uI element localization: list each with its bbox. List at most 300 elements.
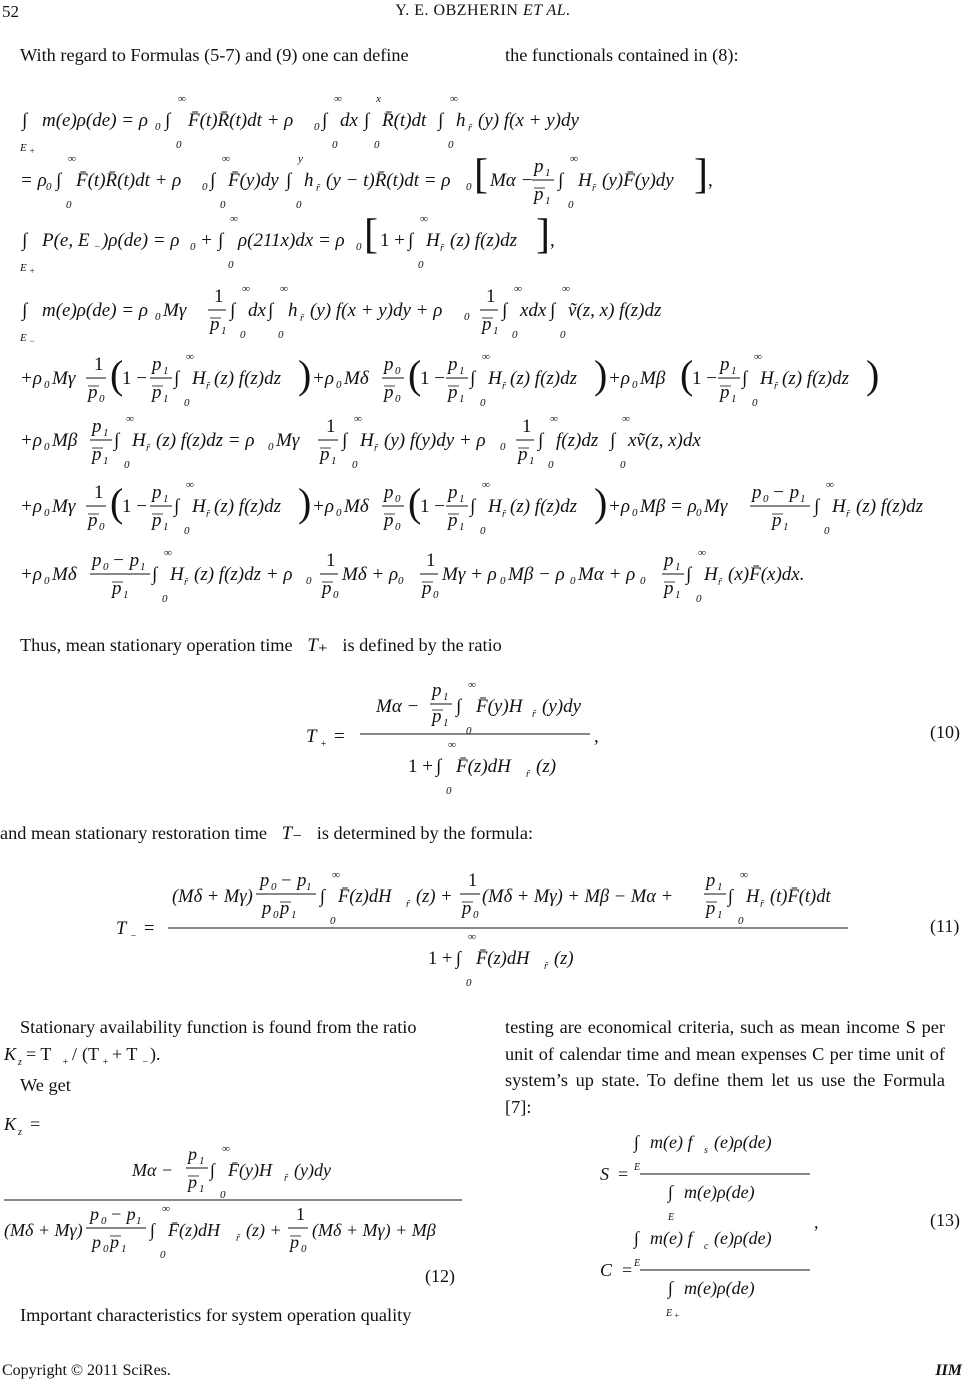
svg-text:−: − [94,242,101,253]
svg-text:(y)dy: (y)dy [294,1160,331,1180]
svg-text:= ρ: = ρ [20,170,47,191]
svg-text:(z) f(z)dz = ρ: (z) f(z)dz = ρ [156,430,255,451]
svg-text:(Mδ + Mγ): (Mδ + Mγ) [172,887,253,907]
svg-text:1: 1 [717,909,723,921]
svg-text:r̃: r̃ [592,183,596,194]
svg-text:(z) f(z)dz: (z) f(z)dz [856,496,924,517]
running-head [0,2,966,24]
svg-text:∫: ∫ [550,300,556,321]
svg-text:p: p [664,578,674,599]
svg-text:0: 0 [99,521,105,533]
svg-text:∫: ∫ [470,496,476,517]
svg-text:∫: ∫ [668,1278,673,1298]
svg-text:∫: ∫ [436,756,442,777]
svg-text:(z) +: (z) + [416,887,453,907]
svg-text:1 −: 1 − [122,368,147,389]
svg-text:p: p [448,482,458,503]
svg-text:∞: ∞ [222,153,230,165]
functionals-equation-block [0,88,966,613]
svg-text:p: p [448,354,458,375]
svg-text:0: 0 [512,329,518,341]
svg-text:dx: dx [248,300,266,321]
svg-text:p: p [422,578,432,599]
svg-text:r̃: r̃ [526,769,530,780]
svg-text:E: E [20,332,27,344]
svg-text:∞: ∞ [186,479,194,491]
svg-text:p: p [210,314,220,335]
svg-text:(y)dy: (y)dy [542,696,582,717]
svg-text:+ρ: +ρ [20,368,42,389]
svg-text:S: S [600,1164,609,1184]
svg-text:∫: ∫ [742,368,748,389]
svg-text:0: 0 [548,459,554,471]
svg-text:Mγ: Mγ [163,300,187,321]
svg-text:+: + [102,1057,109,1068]
svg-text:r̃: r̃ [206,509,210,520]
svg-text:0: 0 [464,311,470,323]
svg-text:Mγ: Mγ [52,368,76,389]
svg-text:p: p [772,510,782,531]
svg-text:∞: ∞ [468,679,476,691]
svg-text:0: 0 [395,521,401,533]
svg-text:0: 0 [103,561,109,573]
symbol-t-minus: T₋ [281,823,303,844]
svg-text:1: 1 [459,365,465,377]
svg-text:−: − [29,336,36,346]
svg-text:1 −: 1 − [692,368,717,389]
svg-text:p: p [152,482,162,503]
svg-text:p: p [92,444,102,465]
intro-left: With regard to Formulas (5-7) and (9) one can define [20,45,409,65]
svg-text:0: 0 [66,199,72,211]
svg-text:+ T: + T [112,1044,138,1064]
svg-text:0: 0 [418,259,424,271]
svg-text:1: 1 [326,550,336,571]
svg-text:Mδ: Mδ [52,564,77,585]
svg-text:0: 0 [301,1243,307,1255]
svg-text:+: + [200,230,213,251]
svg-text:m(e)ρ(de) = ρ: m(e)ρ(de) = ρ [42,300,148,321]
svg-text:+ρ: +ρ [608,368,630,389]
svg-text:s: s [704,1145,708,1156]
svg-text:0: 0 [738,915,744,927]
svg-text:∞: ∞ [230,213,238,225]
svg-text:0: 0 [570,575,576,587]
svg-text:r̃: r̃ [544,961,548,972]
svg-text:F̄(t)R̄(t)dt + ρ: F̄(t)R̄(t)dt + ρ [188,110,294,131]
svg-text:∞: ∞ [562,283,570,295]
svg-text:0: 0 [162,593,168,605]
svg-text:=: = [144,919,155,939]
svg-text:∞: ∞ [280,283,288,295]
svg-text:Mα −: Mα − [376,696,420,717]
svg-text:m(e) f: m(e) f [650,1132,693,1152]
availability-formula [0,1040,200,1068]
svg-text:Mβ: Mβ [52,430,78,451]
svg-text:0: 0 [752,397,758,409]
svg-text:1: 1 [443,717,449,729]
svg-text:0: 0 [44,379,50,391]
svg-text:∫: ∫ [686,564,692,585]
svg-text:1: 1 [675,589,681,601]
svg-text:1: 1 [522,416,532,437]
svg-text:): ) [298,352,312,397]
svg-text:H: H [832,496,846,517]
svg-text:+ρ: +ρ [312,496,334,517]
svg-text:∫: ∫ [114,430,120,451]
svg-text:H: H [192,496,206,517]
svg-text:/: / [72,1044,78,1064]
svg-text:p: p [90,1204,99,1224]
svg-text:∫: ∫ [22,110,28,131]
we-get-text: We get [20,1075,71,1095]
svg-text:∫: ∫ [22,230,28,251]
svg-text:p: p [384,510,394,531]
svg-text:m(e)ρ(de): m(e)ρ(de) [684,1278,755,1298]
svg-text:(z): (z) [536,756,557,777]
svg-text:(y) f(y)dy + ρ: (y) f(y)dy + ρ [384,430,486,451]
svg-text:(Mδ + Mγ) + Mβ: (Mδ + Mγ) + Mβ [312,1220,436,1240]
svg-text:∫: ∫ [322,110,328,131]
svg-text:0: 0 [271,881,277,893]
svg-text:): ) [298,480,312,525]
svg-text:(: ( [408,480,422,525]
svg-text:∞: ∞ [126,413,134,425]
svg-text:∞: ∞ [68,153,76,165]
paragraph-important-left: Important characteristics for system operation quality [20,1305,412,1325]
svg-text:Mγ + ρ: Mγ + ρ [442,564,497,585]
svg-text:1: 1 [163,493,169,505]
svg-text:p: p [152,510,162,531]
svg-text:−: − [142,1057,149,1068]
svg-text:1: 1 [731,393,737,405]
svg-text:=: = [334,726,345,747]
svg-text:r̃: r̃ [316,183,320,194]
svg-text:p: p [384,482,394,503]
svg-text:+ρ: +ρ [608,496,630,517]
svg-text:Mβ: Mβ [640,368,666,389]
svg-text:∞: ∞ [754,351,762,363]
svg-text:0: 0 [124,459,130,471]
svg-text:0: 0 [395,393,401,405]
svg-text:p: p [110,1232,119,1252]
svg-text:+: + [29,266,36,276]
svg-text:∞: ∞ [826,479,834,491]
svg-text:p: p [706,899,716,919]
svg-text:0: 0 [446,785,452,797]
svg-text:p: p [384,382,394,403]
svg-text:Mγ: Mγ [52,496,76,517]
svg-text:∞: ∞ [550,413,558,425]
svg-text:ṽ(z, x) f(z)dz: ṽ(z, x) f(z)dz [568,300,662,321]
svg-text:H: H [746,887,760,907]
svg-text:F̄(y)dy: F̄(y)dy [228,170,279,191]
svg-text:[: [ [364,212,378,258]
svg-text:0: 0 [356,241,362,253]
svg-text:1: 1 [443,691,449,703]
svg-text:Mδ: Mδ [344,368,369,389]
svg-text:1: 1 [459,393,465,405]
svg-text:0: 0 [395,365,401,377]
svg-text:0: 0 [824,525,830,537]
svg-text:− p: − p [110,1204,136,1224]
svg-text:1: 1 [545,195,551,207]
svg-text:F̄(z)dH: F̄(z)dH [168,1220,220,1240]
svg-text:1: 1 [731,365,737,377]
svg-text:p: p [188,1172,197,1192]
svg-text:0: 0 [202,181,208,193]
svg-text:1: 1 [140,561,146,573]
svg-text:P(e, E: P(e, E [42,230,90,251]
svg-text:m(e)ρ(de): m(e)ρ(de) [684,1182,755,1202]
svg-text:= T: = T [26,1044,52,1064]
svg-text:r̃: r̃ [300,313,304,324]
svg-text:h: h [304,170,314,191]
svg-text:∫: ∫ [728,887,734,907]
svg-text:∫: ∫ [610,430,616,451]
svg-text:Mα −: Mα − [490,170,534,191]
svg-text:(z) f(z)dz: (z) f(z)dz [450,230,518,251]
svg-text:E: E [20,262,27,274]
svg-text:p: p [260,871,270,891]
svg-text:1: 1 [459,493,465,505]
svg-text:m(e) f: m(e) f [650,1228,693,1248]
svg-text:0: 0 [306,575,312,587]
svg-text:r̃: r̃ [146,443,150,454]
svg-text:+: + [320,739,327,750]
equation-12 [0,1104,470,1304]
svg-text:0: 0 [155,311,161,323]
svg-text:r̃: r̃ [468,123,472,134]
svg-text:1 +: 1 + [408,756,433,777]
paragraph-availability: Stationary availability function is found from the ratio [20,1017,417,1037]
svg-text:p: p [720,382,730,403]
svg-text:r̃: r̃ [502,381,506,392]
svg-text:0: 0 [374,139,380,151]
svg-text:(: ( [110,352,124,397]
svg-text:p: p [432,706,442,727]
svg-text:∞: ∞ [448,739,456,751]
svg-text:0: 0 [500,441,506,453]
svg-text:0: 0 [184,525,190,537]
svg-text:(Mδ + Mγ) + Mβ − Mα +: (Mδ + Mγ) + Mβ − Mα + [482,887,674,907]
svg-text:∞: ∞ [450,93,458,105]
svg-text:0: 0 [101,1215,107,1227]
para-tminus-before: and mean stationary restoration time [0,823,268,843]
svg-text:0: 0 [155,121,161,133]
svg-text:∫: ∫ [268,300,274,321]
svg-text:1 −: 1 − [122,496,147,517]
svg-text:p: p [322,578,332,599]
svg-text:p: p [152,382,162,403]
svg-text:1: 1 [123,589,129,601]
svg-text:(e)ρ(de): (e)ρ(de) [714,1132,772,1152]
svg-text:1 +: 1 + [428,949,453,969]
svg-text:p: p [92,416,102,437]
svg-text:p: p [290,1232,299,1252]
svg-text:(z) f(z)dz: (z) f(z)dz [214,368,282,389]
equation-11 [110,866,860,996]
svg-text:1: 1 [94,482,104,503]
svg-text:c: c [704,1241,709,1252]
svg-text:R̄(t)dt: R̄(t)dt [382,110,427,131]
svg-text:F̄(y)H: F̄(y)H [476,696,523,717]
symbol-t-plus: T₊ [307,635,328,656]
svg-text:+ρ: +ρ [20,430,42,451]
svg-text:x: x [376,93,381,105]
svg-text:∫: ∫ [634,1228,639,1248]
svg-text:1: 1 [163,365,169,377]
svg-text:∫: ∫ [538,430,544,451]
svg-text:1: 1 [717,881,723,893]
svg-text:xṽ(z, x)dx: xṽ(z, x)dx [628,430,701,451]
svg-text:∫: ∫ [22,300,28,321]
svg-text:r̃: r̃ [502,509,506,520]
svg-text:=: = [30,1114,41,1134]
svg-text:1: 1 [426,550,436,571]
svg-text:xdx: xdx [520,300,547,321]
svg-text:−: − [130,931,137,942]
svg-text:+: + [674,1311,680,1320]
svg-text:r̃: r̃ [760,899,764,910]
svg-text:p: p [534,156,544,177]
svg-text:r̃: r̃ [846,509,850,520]
svg-text:∞: ∞ [332,869,340,881]
svg-text:H: H [488,496,502,517]
svg-text:(y − t)R̄(t)dt = ρ: (y − t)R̄(t)dt = ρ [326,170,451,191]
svg-text:+: + [29,146,36,156]
svg-text:p: p [664,550,674,571]
svg-text:=: = [618,1164,629,1184]
svg-text:1: 1 [221,325,227,337]
svg-text:E: E [634,1162,641,1173]
svg-text:∫: ∫ [668,1182,673,1202]
svg-text:[: [ [474,152,488,198]
svg-text:1: 1 [529,455,535,467]
svg-text:0: 0 [568,199,574,211]
svg-text:(z) +: (z) + [246,1220,282,1240]
svg-text:∫: ∫ [438,110,444,131]
svg-text:1: 1 [493,325,499,337]
equation-13 [600,1122,840,1332]
svg-text:r̃: r̃ [184,577,188,588]
svg-text:∫: ∫ [210,170,216,191]
svg-text:H: H [704,564,718,585]
svg-text:0: 0 [176,139,182,151]
svg-text:Mδ + ρ: Mδ + ρ [342,564,399,585]
svg-text:p: p [518,444,528,465]
svg-text:0: 0 [240,329,246,341]
authors-prefix: Y. E. OBZHERIN [395,2,519,19]
svg-text:(: ( [110,480,124,525]
equation-11-number: (11) [930,916,960,936]
svg-text:): ) [866,352,880,397]
svg-text:− p: − p [280,871,307,891]
svg-text:r̃: r̃ [284,1173,288,1184]
svg-text:p: p [482,314,492,335]
svg-text:(y) f(x + y)dy: (y) f(x + y)dy [478,110,579,131]
svg-text:0: 0 [190,241,196,253]
paragraph-mean-operation-time [20,632,940,659]
svg-text:r̃: r̃ [532,709,536,720]
svg-text:p: p [320,444,330,465]
svg-text:p: p [432,680,442,701]
svg-text:0: 0 [44,441,50,453]
svg-text:1: 1 [291,909,297,921]
svg-text:0: 0 [333,589,339,601]
svg-text:∫: ∫ [456,696,462,717]
svg-text:F̄(z)dH: F̄(z)dH [476,949,530,969]
svg-text:0: 0 [228,259,234,271]
svg-text:∫: ∫ [470,368,476,389]
svg-text:E: E [20,142,27,154]
svg-text:p: p [448,510,458,531]
svg-text:(y)F̄(y)dy: (y)F̄(y)dy [602,170,674,191]
svg-text:1: 1 [136,1215,142,1227]
svg-text:∞: ∞ [186,351,194,363]
svg-text:H: H [488,368,502,389]
svg-text:∫: ∫ [456,949,462,969]
svg-text:∞: ∞ [178,93,186,105]
svg-text:Mβ = ρ: Mβ = ρ [640,496,697,517]
svg-text:0: 0 [220,199,226,211]
svg-text:dx: dx [340,110,358,131]
svg-text:p: p [262,899,272,919]
svg-text:Mα + ρ: Mα + ρ [578,564,636,585]
svg-text:0: 0 [763,493,769,505]
svg-text:H: H [192,368,206,389]
svg-text:1: 1 [103,455,109,467]
svg-text:1: 1 [675,561,681,573]
svg-text:1: 1 [214,286,224,307]
svg-text:1: 1 [296,1204,305,1224]
svg-text:,: , [550,230,555,251]
svg-text:(z) f(z)dz: (z) f(z)dz [782,368,850,389]
svg-text:(T: (T [82,1044,99,1064]
svg-text:1: 1 [326,416,336,437]
svg-text:∞: ∞ [514,283,522,295]
svg-text:1: 1 [94,354,104,375]
svg-text:p: p [92,550,102,571]
svg-text:0: 0 [433,589,439,601]
svg-text:1: 1 [199,1155,205,1167]
svg-text:f(z)dz: f(z)dz [556,430,599,451]
svg-text:F̄(z)dH: F̄(z)dH [456,756,511,777]
svg-text:Mβ − ρ: Mβ − ρ [508,564,565,585]
svg-text:z: z [18,1057,22,1068]
svg-text:Mγ: Mγ [704,496,728,517]
svg-text:p: p [152,354,162,375]
svg-text:0: 0 [466,181,472,193]
svg-text:0: 0 [296,199,302,211]
svg-text:Mδ: Mδ [344,496,369,517]
svg-text:∞: ∞ [740,869,748,881]
svg-text:∞: ∞ [222,1143,230,1155]
footer-copyright: Copyright © 2011 SciRes. [2,1362,171,1379]
svg-text:0: 0 [268,441,274,453]
svg-text:(z) f(z)dz: (z) f(z)dz [214,496,282,517]
svg-text:1: 1 [121,1243,127,1255]
svg-text:0: 0 [330,915,336,927]
svg-text:h: h [456,110,466,131]
svg-text:0: 0 [480,525,486,537]
svg-text:H: H [426,230,440,251]
svg-text:∞: ∞ [164,547,172,559]
svg-text:m(e)ρ(de) = ρ: m(e)ρ(de) = ρ [42,110,148,131]
svg-text:r̃: r̃ [406,899,410,910]
svg-text:1: 1 [306,881,312,893]
svg-text:): ) [594,352,608,397]
